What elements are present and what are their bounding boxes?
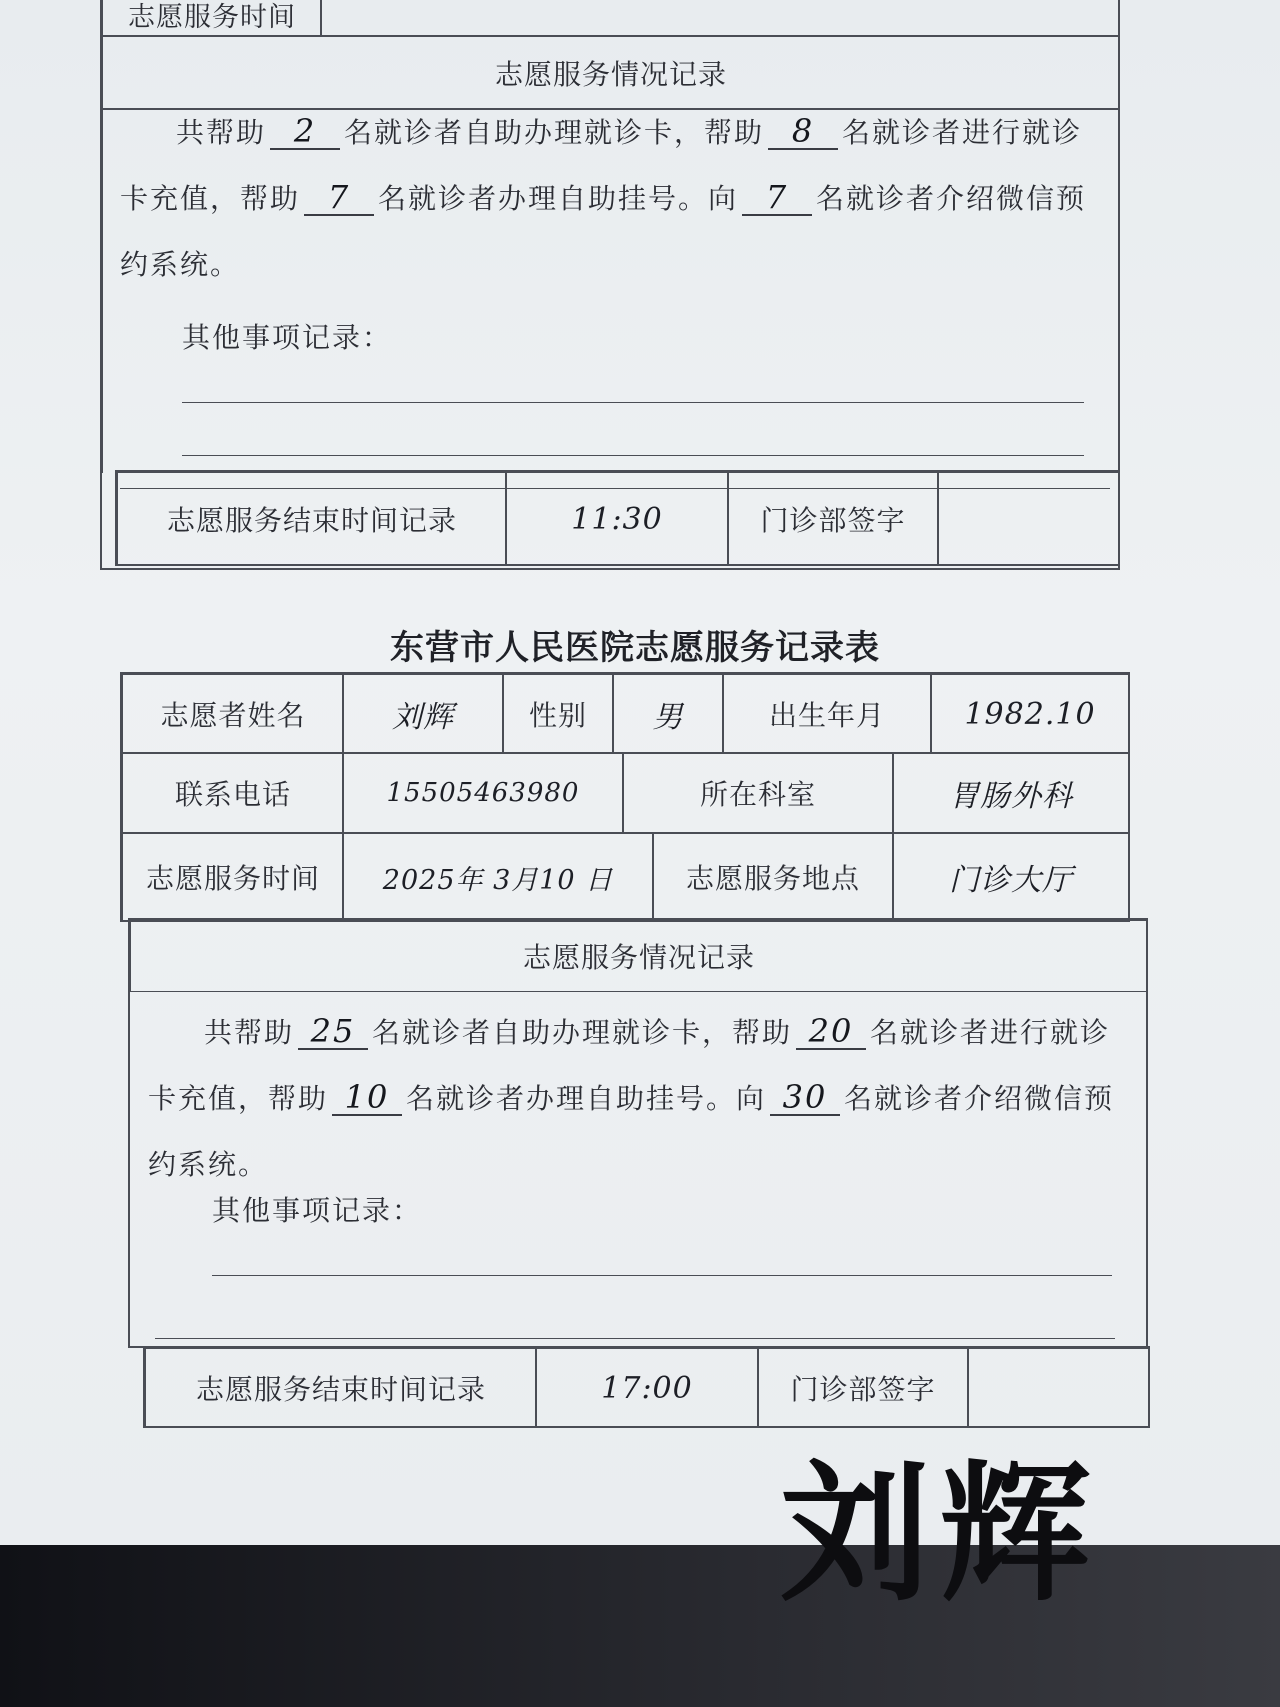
bottom-section-title: 志愿服务情况记录 <box>130 920 1148 992</box>
bottom-help-p3: 名就诊者进行就诊卡充值，帮助 <box>148 1016 1111 1115</box>
bottom-help-p1: 共帮助 <box>204 1016 295 1049</box>
bottom-form-header <box>120 672 1130 922</box>
bottom-end-row <box>143 1346 1150 1428</box>
top-help-v1: 2 <box>270 114 340 150</box>
top-help-p5: 名就诊者介绍微信预约系统。 <box>120 182 1087 281</box>
bottom-help-v2: 20 <box>796 1014 866 1050</box>
bottom-help-p5: 名就诊者介绍微信预约系统。 <box>148 1082 1115 1181</box>
top-help-v3: 7 <box>304 180 374 216</box>
birth-label: 出生年月 <box>722 674 932 754</box>
top-other-line-2 <box>182 455 1084 456</box>
birth-value: 1982.10 <box>930 674 1130 754</box>
bottom-help-p4: 名就诊者办理自助挂号。向 <box>406 1082 767 1115</box>
top-help-p3: 名就诊者进行就诊卡充值，帮助 <box>120 116 1083 215</box>
top-help-p4: 名就诊者办理自助挂号。向 <box>378 182 739 215</box>
bottom-signature-value <box>967 1348 1150 1428</box>
time-label: 志愿服务时间 <box>122 832 344 922</box>
time-value: 2025年 3月10 日 <box>342 832 654 922</box>
bottom-signature-label: 门诊部签字 <box>757 1348 969 1428</box>
phone-label: 联系电话 <box>122 752 344 834</box>
bottom-other-line-1 <box>212 1275 1112 1276</box>
top-section-title: 志愿服务情况记录 <box>102 35 1120 110</box>
bottom-help-paragraph <box>148 1000 1138 1198</box>
top-signature-label: 门诊部签字 <box>727 472 939 566</box>
form-title: 东营市人民医院志愿服务记录表 <box>390 628 880 668</box>
bottom-other-line-2 <box>155 1338 1115 1339</box>
top-help-p1: 共帮助 <box>176 116 267 149</box>
bottom-other-label: 其他事项记录： <box>212 1194 423 1227</box>
top-help-v2: 8 <box>768 114 838 150</box>
bottom-end-time-label: 志愿服务结束时间记录 <box>145 1348 537 1428</box>
top-help-paragraph <box>120 100 1110 298</box>
phone-value: 15505463980 <box>342 752 624 834</box>
bottom-help-v3: 10 <box>332 1080 402 1116</box>
top-help-p2: 名就诊者自助办理就诊卡，帮助 <box>344 116 765 149</box>
top-end-row <box>115 470 1120 566</box>
place-label: 志愿服务地点 <box>652 832 894 922</box>
overlay-name-caption: 刘辉 <box>780 1448 1101 1622</box>
bottom-help-v4: 30 <box>770 1080 840 1116</box>
top-end-time-label: 志愿服务结束时间记录 <box>117 472 507 566</box>
dept-value: 胃肠外科 <box>892 752 1130 834</box>
top-other-line-1 <box>182 402 1084 403</box>
top-help-v4: 7 <box>742 180 812 216</box>
gender-label: 性别 <box>502 674 614 754</box>
top-service-time-label: 志愿服务时间 <box>102 0 322 37</box>
bottom-end-time-value: 17:00 <box>535 1348 759 1428</box>
bottom-help-v1: 25 <box>298 1014 368 1050</box>
top-other-label: 其他事项记录： <box>182 321 393 354</box>
top-end-time-value: 11:30 <box>505 472 729 566</box>
name-label: 志愿者姓名 <box>122 674 344 754</box>
place-value: 门诊大厅 <box>892 832 1130 922</box>
top-service-time-value <box>320 0 1120 37</box>
dept-label: 所在科室 <box>622 752 894 834</box>
name-value: 刘辉 <box>342 674 504 754</box>
bottom-help-p2: 名就诊者自助办理就诊卡，帮助 <box>372 1016 793 1049</box>
gender-value: 男 <box>612 674 724 754</box>
top-signature-value <box>937 472 1120 566</box>
